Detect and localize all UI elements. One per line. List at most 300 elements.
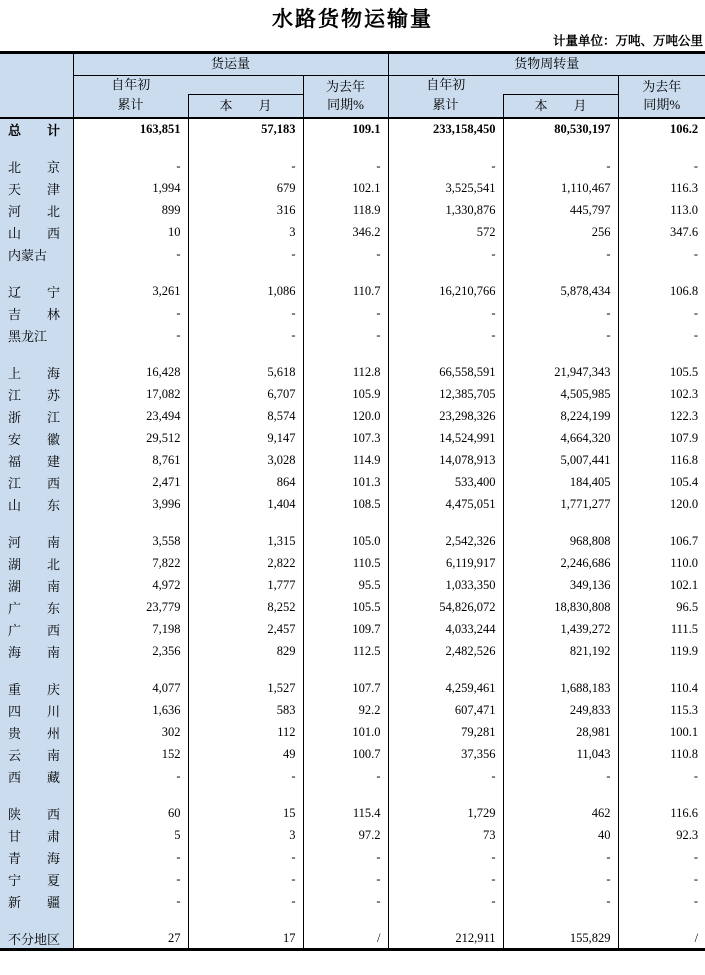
value-cell: 79,281 bbox=[388, 722, 503, 744]
value-cell bbox=[388, 266, 503, 281]
value-cell: - bbox=[188, 869, 303, 891]
region-label bbox=[0, 141, 73, 156]
value-cell: - bbox=[388, 325, 503, 347]
table-row bbox=[0, 847, 705, 869]
value-cell: 899 bbox=[73, 200, 188, 222]
value-cell: 184,405 bbox=[503, 472, 618, 494]
value-cell: - bbox=[388, 869, 503, 891]
value-cell: - bbox=[188, 244, 303, 266]
value-cell bbox=[188, 266, 303, 281]
value-cell bbox=[503, 663, 618, 678]
value-cell: 4,972 bbox=[73, 575, 188, 597]
value-cell: 113.0 bbox=[618, 200, 705, 222]
region-label: 江 西 bbox=[0, 472, 73, 494]
value-cell: 346.2 bbox=[303, 222, 388, 244]
region-label: 内蒙古 bbox=[0, 244, 73, 266]
header-group-row bbox=[0, 53, 705, 76]
value-cell: 107.9 bbox=[618, 428, 705, 450]
value-cell: 968,808 bbox=[503, 531, 618, 553]
spacer-row bbox=[0, 788, 705, 803]
value-cell: 115.4 bbox=[303, 803, 388, 825]
value-cell: 73 bbox=[388, 825, 503, 847]
value-cell: 101.0 bbox=[303, 722, 388, 744]
value-cell: 109.1 bbox=[303, 118, 388, 141]
spacer-row bbox=[0, 663, 705, 678]
value-cell: - bbox=[503, 156, 618, 178]
value-cell: 1,994 bbox=[73, 178, 188, 200]
header-group-freight-turnover: 货物周转量 bbox=[388, 53, 705, 76]
region-label: 黑龙江 bbox=[0, 325, 73, 347]
value-cell: 4,664,320 bbox=[503, 428, 618, 450]
value-cell: 97.2 bbox=[303, 825, 388, 847]
value-cell: 7,198 bbox=[73, 619, 188, 641]
value-cell: 105.5 bbox=[618, 362, 705, 384]
value-cell: - bbox=[188, 766, 303, 788]
value-cell bbox=[303, 141, 388, 156]
region-label: 宁 夏 bbox=[0, 869, 73, 891]
table-row bbox=[0, 494, 705, 516]
value-cell bbox=[503, 516, 618, 531]
value-cell: 8,574 bbox=[188, 406, 303, 428]
value-cell: 95.5 bbox=[303, 575, 388, 597]
value-cell: 3 bbox=[188, 825, 303, 847]
value-cell: 1,033,350 bbox=[388, 575, 503, 597]
value-cell: 110.5 bbox=[303, 553, 388, 575]
header-cumulative-bottom-turnover: 累计 bbox=[388, 95, 503, 118]
region-label: 河 北 bbox=[0, 200, 73, 222]
value-cell: 212,911 bbox=[388, 928, 503, 950]
region-label: 山 西 bbox=[0, 222, 73, 244]
value-cell: 28,981 bbox=[503, 722, 618, 744]
value-cell: 105.9 bbox=[303, 384, 388, 406]
value-cell: 111.5 bbox=[618, 619, 705, 641]
value-cell: - bbox=[503, 766, 618, 788]
value-cell bbox=[73, 266, 188, 281]
value-cell: 17 bbox=[188, 928, 303, 950]
value-cell bbox=[303, 913, 388, 928]
value-cell: 21,947,343 bbox=[503, 362, 618, 384]
header-month-turnover: 本 月 bbox=[503, 95, 618, 118]
value-cell: - bbox=[618, 244, 705, 266]
header-spacer-freight bbox=[188, 76, 303, 95]
value-cell bbox=[618, 913, 705, 928]
value-cell bbox=[188, 663, 303, 678]
region-label: 安 徽 bbox=[0, 428, 73, 450]
value-cell bbox=[388, 347, 503, 362]
value-cell: 110.7 bbox=[303, 281, 388, 303]
value-cell bbox=[303, 347, 388, 362]
value-cell: 2,457 bbox=[188, 619, 303, 641]
region-label: 天 津 bbox=[0, 178, 73, 200]
table-row bbox=[0, 575, 705, 597]
value-cell: / bbox=[618, 928, 705, 950]
region-label: 甘 肃 bbox=[0, 825, 73, 847]
value-cell bbox=[388, 913, 503, 928]
value-cell: 102.1 bbox=[303, 178, 388, 200]
table-row bbox=[0, 678, 705, 700]
value-cell: 256 bbox=[503, 222, 618, 244]
value-cell: 607,471 bbox=[388, 700, 503, 722]
value-cell: 108.5 bbox=[303, 494, 388, 516]
value-cell: 118.9 bbox=[303, 200, 388, 222]
region-label: 浙 江 bbox=[0, 406, 73, 428]
value-cell: 5,007,441 bbox=[503, 450, 618, 472]
value-cell: 9,147 bbox=[188, 428, 303, 450]
value-cell: 16,210,766 bbox=[388, 281, 503, 303]
value-cell: - bbox=[618, 156, 705, 178]
value-cell: 679 bbox=[188, 178, 303, 200]
region-label: 湖 南 bbox=[0, 575, 73, 597]
header-yoy-turnover bbox=[618, 76, 705, 118]
value-cell: - bbox=[73, 325, 188, 347]
table-row bbox=[0, 619, 705, 641]
value-cell: 821,192 bbox=[503, 641, 618, 663]
value-cell: - bbox=[73, 891, 188, 913]
value-cell: 112.8 bbox=[303, 362, 388, 384]
table-row bbox=[0, 641, 705, 663]
table-row bbox=[0, 766, 705, 788]
value-cell: 119.9 bbox=[618, 641, 705, 663]
region-label bbox=[0, 788, 73, 803]
region-label: 不分地区 bbox=[0, 928, 73, 950]
value-cell: - bbox=[503, 847, 618, 869]
value-cell: 100.1 bbox=[618, 722, 705, 744]
region-label: 辽 宁 bbox=[0, 281, 73, 303]
table-row bbox=[0, 428, 705, 450]
header-cumulative-bottom-freight: 累计 bbox=[73, 95, 188, 118]
region-label: 上 海 bbox=[0, 362, 73, 384]
value-cell: 1,110,467 bbox=[503, 178, 618, 200]
value-cell: 445,797 bbox=[503, 200, 618, 222]
value-cell: 3,525,541 bbox=[388, 178, 503, 200]
value-cell bbox=[73, 788, 188, 803]
value-cell: - bbox=[503, 303, 618, 325]
table-row bbox=[0, 118, 705, 141]
value-cell: - bbox=[303, 891, 388, 913]
value-cell: 3,996 bbox=[73, 494, 188, 516]
value-cell bbox=[303, 266, 388, 281]
spacer-row bbox=[0, 141, 705, 156]
table-row bbox=[0, 553, 705, 575]
region-label bbox=[0, 266, 73, 281]
table-row bbox=[0, 281, 705, 303]
value-cell bbox=[303, 788, 388, 803]
waterway-freight-table bbox=[0, 51, 705, 951]
yoy-line1: 为去年 bbox=[326, 78, 366, 94]
value-cell bbox=[388, 788, 503, 803]
value-cell: 533,400 bbox=[388, 472, 503, 494]
value-cell: - bbox=[73, 869, 188, 891]
table-row bbox=[0, 869, 705, 891]
value-cell bbox=[618, 788, 705, 803]
value-cell: 112 bbox=[188, 722, 303, 744]
region-label: 湖 北 bbox=[0, 553, 73, 575]
value-cell bbox=[73, 516, 188, 531]
value-cell: 3,558 bbox=[73, 531, 188, 553]
table-row bbox=[0, 244, 705, 266]
table-row bbox=[0, 531, 705, 553]
value-cell: - bbox=[188, 325, 303, 347]
value-cell: - bbox=[618, 869, 705, 891]
value-cell: 8,761 bbox=[73, 450, 188, 472]
value-cell: 6,119,917 bbox=[388, 553, 503, 575]
table-row bbox=[0, 222, 705, 244]
value-cell: 122.3 bbox=[618, 406, 705, 428]
header-group-freight-volume: 货运量 bbox=[73, 53, 388, 76]
region-label: 新 疆 bbox=[0, 891, 73, 913]
value-cell: 4,077 bbox=[73, 678, 188, 700]
value-cell bbox=[73, 663, 188, 678]
value-cell bbox=[503, 141, 618, 156]
value-cell: 249,833 bbox=[503, 700, 618, 722]
value-cell: 96.5 bbox=[618, 597, 705, 619]
value-cell: - bbox=[503, 325, 618, 347]
region-label: 四 川 bbox=[0, 700, 73, 722]
value-cell: 2,471 bbox=[73, 472, 188, 494]
value-cell: 2,822 bbox=[188, 553, 303, 575]
value-cell: 11,043 bbox=[503, 744, 618, 766]
table-row bbox=[0, 722, 705, 744]
value-cell: 110.0 bbox=[618, 553, 705, 575]
value-cell: 105.0 bbox=[303, 531, 388, 553]
value-cell: 66,558,591 bbox=[388, 362, 503, 384]
value-cell: 110.8 bbox=[618, 744, 705, 766]
value-cell: 1,729 bbox=[388, 803, 503, 825]
value-cell: - bbox=[388, 891, 503, 913]
value-cell: 110.4 bbox=[618, 678, 705, 700]
region-label: 山 东 bbox=[0, 494, 73, 516]
value-cell: 107.7 bbox=[303, 678, 388, 700]
value-cell: 7,822 bbox=[73, 553, 188, 575]
table-row bbox=[0, 825, 705, 847]
value-cell: 105.4 bbox=[618, 472, 705, 494]
value-cell: 114.9 bbox=[303, 450, 388, 472]
value-cell bbox=[503, 347, 618, 362]
value-cell: - bbox=[303, 325, 388, 347]
region-label: 重 庆 bbox=[0, 678, 73, 700]
value-cell: 4,475,051 bbox=[388, 494, 503, 516]
value-cell: - bbox=[303, 847, 388, 869]
value-cell bbox=[188, 913, 303, 928]
value-cell: 18,830,808 bbox=[503, 597, 618, 619]
value-cell: 152 bbox=[73, 744, 188, 766]
value-cell: 572 bbox=[388, 222, 503, 244]
value-cell: - bbox=[188, 156, 303, 178]
value-cell: - bbox=[73, 847, 188, 869]
value-cell bbox=[503, 266, 618, 281]
value-cell: - bbox=[388, 244, 503, 266]
region-label bbox=[0, 663, 73, 678]
region-label: 江 苏 bbox=[0, 384, 73, 406]
table-row bbox=[0, 803, 705, 825]
value-cell: 23,779 bbox=[73, 597, 188, 619]
value-cell: - bbox=[388, 766, 503, 788]
value-cell: - bbox=[618, 891, 705, 913]
value-cell: 864 bbox=[188, 472, 303, 494]
value-cell bbox=[618, 141, 705, 156]
value-cell: 3 bbox=[188, 222, 303, 244]
value-cell: - bbox=[303, 244, 388, 266]
value-cell: 5 bbox=[73, 825, 188, 847]
value-cell: 4,505,985 bbox=[503, 384, 618, 406]
value-cell bbox=[188, 347, 303, 362]
value-cell: - bbox=[303, 869, 388, 891]
value-cell: 80,530,197 bbox=[503, 118, 618, 141]
value-cell: 102.3 bbox=[618, 384, 705, 406]
value-cell bbox=[618, 663, 705, 678]
value-cell: 1,086 bbox=[188, 281, 303, 303]
value-cell: 8,224,199 bbox=[503, 406, 618, 428]
table-row bbox=[0, 303, 705, 325]
value-cell: 40 bbox=[503, 825, 618, 847]
value-cell bbox=[388, 516, 503, 531]
value-cell: 115.3 bbox=[618, 700, 705, 722]
value-cell: - bbox=[618, 766, 705, 788]
header-spacer-turnover bbox=[503, 76, 618, 95]
region-label: 西 藏 bbox=[0, 766, 73, 788]
table-row bbox=[0, 325, 705, 347]
value-cell bbox=[618, 516, 705, 531]
value-cell bbox=[618, 347, 705, 362]
value-cell: / bbox=[303, 928, 388, 950]
value-cell: - bbox=[618, 325, 705, 347]
value-cell: 5,878,434 bbox=[503, 281, 618, 303]
value-cell: 57,183 bbox=[188, 118, 303, 141]
region-label bbox=[0, 516, 73, 531]
table-header bbox=[0, 53, 705, 118]
value-cell: 29,512 bbox=[73, 428, 188, 450]
value-cell: 60 bbox=[73, 803, 188, 825]
value-cell: 23,298,326 bbox=[388, 406, 503, 428]
spacer-row bbox=[0, 913, 705, 928]
value-cell: - bbox=[73, 156, 188, 178]
value-cell bbox=[388, 663, 503, 678]
region-label: 云 南 bbox=[0, 744, 73, 766]
yoy-line2: 同期% bbox=[327, 97, 364, 113]
value-cell: - bbox=[503, 244, 618, 266]
value-cell: 112.5 bbox=[303, 641, 388, 663]
table-row bbox=[0, 406, 705, 428]
value-cell: 3,028 bbox=[188, 450, 303, 472]
table-row bbox=[0, 178, 705, 200]
value-cell: 302 bbox=[73, 722, 188, 744]
value-cell: 2,246,686 bbox=[503, 553, 618, 575]
value-cell: - bbox=[388, 303, 503, 325]
value-cell bbox=[388, 141, 503, 156]
table-body bbox=[0, 118, 705, 950]
corner-cell bbox=[0, 53, 73, 118]
header-month-freight: 本 月 bbox=[188, 95, 303, 118]
value-cell: 1,330,876 bbox=[388, 200, 503, 222]
value-cell: 106.8 bbox=[618, 281, 705, 303]
value-cell: 1,527 bbox=[188, 678, 303, 700]
spacer-row bbox=[0, 347, 705, 362]
table-row bbox=[0, 156, 705, 178]
value-cell: 109.7 bbox=[303, 619, 388, 641]
value-cell bbox=[73, 347, 188, 362]
value-cell: 8,252 bbox=[188, 597, 303, 619]
table-row bbox=[0, 744, 705, 766]
value-cell bbox=[303, 516, 388, 531]
value-cell: - bbox=[303, 303, 388, 325]
value-cell: 116.8 bbox=[618, 450, 705, 472]
value-cell: 1,688,183 bbox=[503, 678, 618, 700]
value-cell: 2,542,326 bbox=[388, 531, 503, 553]
value-cell: - bbox=[188, 303, 303, 325]
table-row bbox=[0, 928, 705, 950]
yoy-line1: 为去年 bbox=[642, 78, 682, 94]
value-cell: 10 bbox=[73, 222, 188, 244]
value-cell bbox=[188, 141, 303, 156]
region-label: 广 西 bbox=[0, 619, 73, 641]
value-cell: 116.6 bbox=[618, 803, 705, 825]
region-label bbox=[0, 913, 73, 928]
value-cell bbox=[618, 266, 705, 281]
value-cell: 23,494 bbox=[73, 406, 188, 428]
value-cell: 27 bbox=[73, 928, 188, 950]
region-label: 总 计 bbox=[0, 118, 73, 141]
page-title: 水路货物运输量 bbox=[272, 7, 433, 31]
value-cell: 14,078,913 bbox=[388, 450, 503, 472]
value-cell: - bbox=[188, 847, 303, 869]
yoy-line2: 同期% bbox=[643, 97, 681, 113]
value-cell: 105.5 bbox=[303, 597, 388, 619]
value-cell bbox=[303, 663, 388, 678]
value-cell bbox=[188, 516, 303, 531]
value-cell: 2,482,526 bbox=[388, 641, 503, 663]
value-cell: 1,404 bbox=[188, 494, 303, 516]
value-cell: 120.0 bbox=[303, 406, 388, 428]
value-cell: 4,259,461 bbox=[388, 678, 503, 700]
value-cell: 1,439,272 bbox=[503, 619, 618, 641]
region-label: 海 南 bbox=[0, 641, 73, 663]
value-cell: 1,771,277 bbox=[503, 494, 618, 516]
value-cell: - bbox=[503, 869, 618, 891]
value-cell: 116.3 bbox=[618, 178, 705, 200]
value-cell: 102.1 bbox=[618, 575, 705, 597]
header-cumulative-top-turnover: 自年初 bbox=[388, 76, 503, 95]
region-label: 福 建 bbox=[0, 450, 73, 472]
value-cell: 1,315 bbox=[188, 531, 303, 553]
value-cell: 12,385,705 bbox=[388, 384, 503, 406]
value-cell bbox=[188, 788, 303, 803]
value-cell: - bbox=[73, 303, 188, 325]
value-cell: 107.3 bbox=[303, 428, 388, 450]
table-row bbox=[0, 700, 705, 722]
value-cell: 49 bbox=[188, 744, 303, 766]
value-cell: - bbox=[303, 766, 388, 788]
header-yoy-freight bbox=[303, 76, 388, 118]
value-cell: - bbox=[503, 891, 618, 913]
value-cell: - bbox=[188, 891, 303, 913]
value-cell: 155,829 bbox=[503, 928, 618, 950]
unit-note: 计量单位：万吨、万吨公里 bbox=[552, 34, 703, 48]
value-cell bbox=[503, 913, 618, 928]
value-cell: 462 bbox=[503, 803, 618, 825]
region-label: 北 京 bbox=[0, 156, 73, 178]
value-cell: 2,356 bbox=[73, 641, 188, 663]
value-cell: 347.6 bbox=[618, 222, 705, 244]
value-cell: 16,428 bbox=[73, 362, 188, 384]
region-label bbox=[0, 347, 73, 362]
region-label: 青 海 bbox=[0, 847, 73, 869]
table-row bbox=[0, 597, 705, 619]
value-cell: 4,033,244 bbox=[388, 619, 503, 641]
table-row bbox=[0, 450, 705, 472]
value-cell: 316 bbox=[188, 200, 303, 222]
value-cell: 1,636 bbox=[73, 700, 188, 722]
value-cell: 14,524,991 bbox=[388, 428, 503, 450]
